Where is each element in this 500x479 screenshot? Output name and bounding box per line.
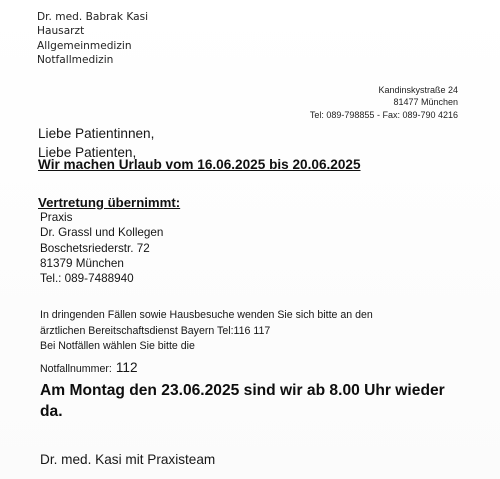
signoff: Dr. med. Kasi mit Praxisteam: [40, 452, 216, 467]
address-city: 81477 München: [393, 97, 458, 108]
substitute-line: Praxis: [40, 211, 73, 224]
address-street: Kandinskystraße 24: [378, 85, 458, 95]
salutation-line-2: Liebe Patienten,: [38, 145, 137, 160]
address-contact: Tel: 089-798855 - Fax: 089-790 4216: [309, 109, 458, 120]
letterhead: [37, 10, 148, 67]
emergency-value: 112: [115, 360, 138, 375]
emergency-number: [40, 360, 138, 375]
emergency-label: Notfallnummer:: [40, 363, 112, 375]
salutation-line-1: Liebe Patientinnen,: [38, 126, 155, 141]
substitute-line: Dr. Grassl und Kollegen: [40, 226, 164, 240]
substitute-line: 81379 München: [40, 256, 124, 270]
return-notice: Am Montag den 23.06.2025 sind wir ab 8.00 Uhr wieder da.: [40, 382, 445, 420]
substitute-heading: Vertretung übernimmt:: [38, 195, 181, 210]
substitute-line: Boschetsriederstr. 72: [40, 241, 150, 255]
substitute-details: [40, 210, 163, 286]
notice-line-3: Bei Notfällen wählen Sie bitte die: [40, 340, 195, 352]
doctor-name: Dr. med. Babrak Kasi: [37, 11, 149, 23]
specialty-general: Allgemeinmedizin: [37, 39, 132, 52]
specialty-emergency: Notfallmedizin: [37, 53, 114, 66]
holiday-heading: Wir machen Urlaub vom 16.06.2025 bis 20.06.2025: [38, 157, 361, 172]
notice-line-1: In dringenden Fällen sowie Hausbesuche wenden Sie sich bitte an den: [40, 309, 373, 321]
substitute-line: Tel.: 089-7488940: [40, 272, 134, 286]
practice-address: [310, 84, 458, 121]
doctor-role: Hausarzt: [37, 25, 85, 38]
notice-line-2: ärztlichen Bereitschaftsdienst Bayern Tel:116 117: [40, 324, 271, 337]
urgent-notice: [40, 308, 373, 355]
